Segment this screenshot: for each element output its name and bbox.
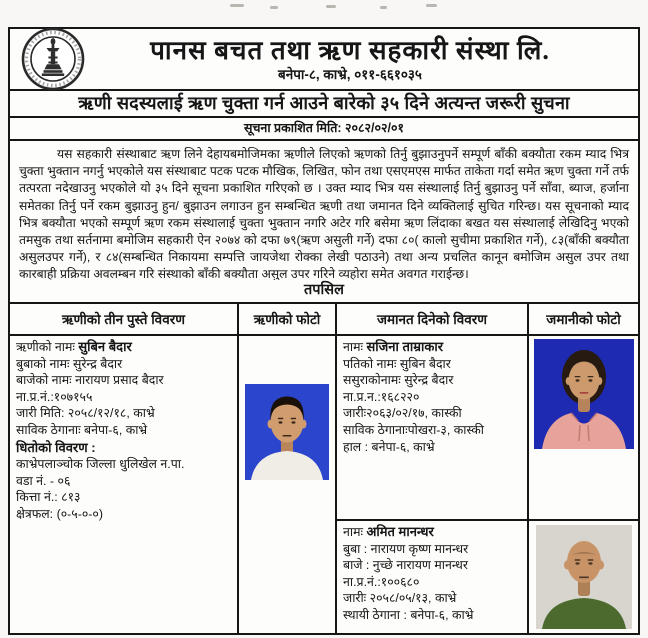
guarantor1-detail-line: ससुराकोनामः सुरेन्द्र बैदार bbox=[343, 373, 454, 388]
guarantor2-detail-line: स्थायी ठेगाना : बनेपा-६, काभ्रे bbox=[343, 607, 474, 622]
section-label: तपसिल bbox=[304, 282, 344, 299]
collateral-heading: धितोको विवरण : bbox=[16, 439, 96, 455]
guarantor2-detail-line: बुबा : नारायण कृष्ण मानन्धर bbox=[343, 541, 469, 556]
cooperative-seal-icon bbox=[10, 27, 96, 91]
borrower-photo bbox=[245, 384, 329, 480]
guarantor1-details-cell bbox=[335, 334, 527, 519]
organization-address: बनेपा-८, काभ्रे, ०११-६६१०३५ bbox=[278, 66, 422, 82]
borrower-name: सुबिन बैदार bbox=[78, 339, 132, 354]
guarantor2-detail-line: बाजे : नुच्छे नारायण मानन्धर bbox=[343, 558, 468, 573]
guarantor1-detail-line: ना.प्र.न.:१६८२२० bbox=[343, 389, 420, 404]
guarantor1-detail-line: जारीः२०६३/०२/१७, कास्की bbox=[343, 406, 462, 421]
guarantor1-name-line: नामः सजिना ताम्राकार bbox=[343, 339, 444, 354]
guarantor1-detail-line: पतिको नामः सुबिन बैदार bbox=[343, 356, 451, 371]
organization-name: पानस बचत तथा ऋण सहकारी संस्था लि. bbox=[150, 35, 550, 65]
masthead bbox=[10, 29, 638, 91]
borrower-detail-line: बुबाको नामः सुरेन्द्र बैदार bbox=[16, 356, 123, 371]
borrower-name-line: ऋणीको नामः सुबिन बैदार bbox=[16, 339, 132, 354]
guarantor2-photo bbox=[536, 525, 632, 629]
collateral-line: कित्ता नं.: ८१३ bbox=[16, 490, 81, 505]
col-header-guarantor-details: जमानत दिनेको विवरण bbox=[335, 304, 527, 334]
collateral-line: वडा नं. - ०६ bbox=[16, 473, 71, 488]
borrower-detail-line: ना.प्र.नं.:१०७१५५ bbox=[16, 389, 93, 404]
collateral-line: क्षेत्रफल: (०-५-०-०) bbox=[16, 506, 103, 521]
notice-document bbox=[8, 27, 640, 635]
guarantor2-details-cell bbox=[335, 519, 527, 633]
guarantor2-photo-cell bbox=[527, 519, 638, 633]
col-header-borrower-photo: ऋणीको फोटो bbox=[237, 304, 335, 334]
borrower-detail-line: साविक ठेगानाः बनेपा-६, काभ्रे bbox=[16, 422, 148, 437]
defaulter-table bbox=[10, 302, 638, 633]
guarantor1-name: सजिना ताम्राकार bbox=[366, 339, 444, 354]
guarantor2-name: अमित मानन्धर bbox=[366, 524, 434, 539]
borrower-photo-cell bbox=[237, 334, 335, 633]
guarantor2-name-line: नामः अमित मानन्धर bbox=[343, 524, 434, 539]
guarantor1-photo-cell bbox=[527, 334, 638, 519]
guarantor1-photo bbox=[534, 339, 634, 449]
notice-body bbox=[10, 141, 638, 280]
masthead-titles bbox=[96, 36, 638, 83]
notice-paragraph: यस सहकारी संस्थाबाट ऋण लिने देहायबमोजिमका ऋणीले लिएको ऋणको तिर्नु बुझाउनुपर्ने सम्पूर्ण बाँकी बक्यौता रकम म्याद भित्र चुक्ता भुक्तान नगर्नु भएकोले यस संस्थाबाट पटक पटक मौखिक, लिखित, फोन तथा एसएमएस मार्फत ताकेता गर्दा समेत ऋण चुक्ता गर्ने तर्फ तत्परता नदेखाउनु भएकोले यो ३५ दिने सूचना प्रकाशित गरिएको छ । उक्त म्याद भित्र यस संस्थालाई तिर्नु बुझाउनु पर्ने साँवा, ब्याज, हर्जाना समेतका तिर्नु पर्ने रकम बुझाउनु हुन/ बुझाउन लगाउन हुन सम्बन्धित ऋणी तथा जमानत दिने व्यक्तिलाई सुचित गरिन्छ। यस सूचनाको म्याद भित्र बक्यौता भएको सम्पूर्ण ऋण रकम संस्थालाई चुक्ता भुक्तान नगरि अटेर गरि बसेमा ऋण लिंदाका बखत यस संस्थालाई लेखिदिनु भएको तमसुक तथा सर्तनामा बमोजिम सहकारी ऐन २०७४ को दफा ७९(ऋण असुली गर्ने) दफा ८०( कालो सुचीमा प्रकाशित गर्ने), ८३(बाँकी बक्यौता असुलउपर गर्ने), र ८४(सम्बन्धित निकायमा सम्पत्ति जायजेथा रोक्का लेखी पठाउने) तथा अन्य प्रचलित कानून बमोजिम असुल उपर तथा कारबाही प्रक्रिया अवलम्बन गरि संस्थाको बाँकी बक्यौता असुल उपर गरिने व्यहोरा समेत अवगत गराईन्छ। bbox=[19, 147, 629, 281]
guarantor1-detail-line: साविक ठेगानाःपोखरा-३, कास्की bbox=[343, 422, 484, 437]
guarantor2-detail-line: ना.प्र.नं.:१००६८० bbox=[343, 574, 420, 589]
col-header-guarantor-photo: जमानीको फोटो bbox=[527, 304, 638, 334]
publication-date: सूचना प्रकाशित मिति: २०८२/०२/०१ bbox=[10, 118, 638, 141]
col-header-borrower-details: ऋणीको तीन पुस्ते विवरण bbox=[62, 312, 185, 327]
borrower-detail-line: जारी मिति: २०५८/१२/१८, काभ्रे bbox=[16, 406, 155, 421]
guarantor2-detail-line: जारीः २०५८/०५/१३, काभ्रे bbox=[343, 591, 457, 606]
notice-headline: ऋणी सदस्यलाई ऋण चुक्ता गर्न आउने बारेको ३५ दिने अत्यन्त जरूरी सुचना bbox=[10, 91, 638, 118]
borrower-details-cell bbox=[10, 334, 237, 633]
collateral-line: काभ्रेपलाञ्चोक जिल्ला धुलिखेल न.पा. bbox=[16, 457, 185, 472]
borrower-detail-line: बाजेको नामः नारायण प्रसाद बैदार bbox=[16, 373, 164, 388]
guarantor1-detail-line: हाल : बनेपा-६, काभ्रे bbox=[343, 439, 435, 454]
newspaper-clipping-remnant bbox=[230, 4, 440, 14]
